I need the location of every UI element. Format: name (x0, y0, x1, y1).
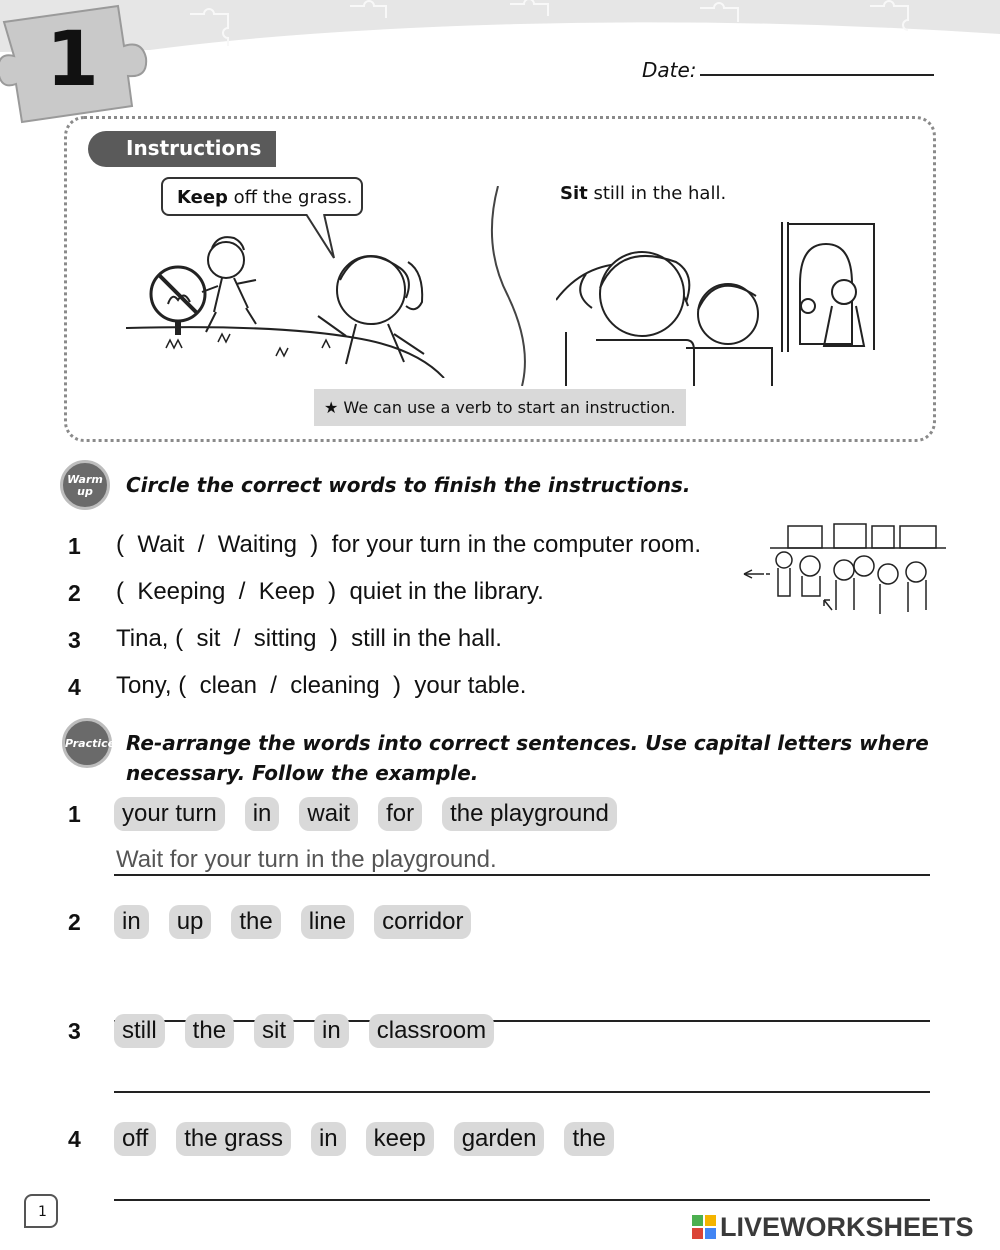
word-chip[interactable]: garden (454, 1122, 545, 1156)
header-band (0, 0, 1000, 60)
practice-item-1-answer-line (114, 874, 930, 876)
word-chip[interactable]: the grass (176, 1122, 291, 1156)
panel-divider (488, 186, 538, 386)
page-number-box (24, 1194, 58, 1228)
liveworksheets-logo (692, 1212, 992, 1244)
word-chip[interactable]: line (301, 905, 354, 939)
warm-up-item-1-number: 1 (68, 533, 81, 559)
warm-up-item-1-text[interactable]: ( Wait / Waiting ) for your turn in the computer room. (116, 531, 702, 558)
practice-badge-label: Practice (65, 737, 116, 750)
word-chip[interactable]: wait (299, 797, 358, 831)
example2-rest: still in the hall. (587, 183, 727, 204)
date-label: Date: (642, 58, 697, 82)
word-chip[interactable]: your turn (114, 797, 225, 831)
page-number: 1 (38, 1204, 47, 1220)
example1-verb: Keep (177, 187, 228, 208)
word-chip[interactable]: still (114, 1014, 165, 1048)
word-chip[interactable]: the (185, 1014, 234, 1048)
warm-up-item-4-text[interactable]: Tony, ( clean / cleaning ) your table. (116, 672, 527, 699)
practice-item-1-number: 1 (68, 801, 81, 827)
speech-bubble-keep (161, 177, 363, 216)
example1-rest: off the grass. (227, 187, 353, 208)
practice-instruction-line-1: Re-arrange the words into correct sentences. Use capital letters where (126, 731, 929, 755)
practice-item-1-words (114, 797, 617, 831)
practice-item-4-number: 4 (68, 1126, 81, 1152)
word-chip[interactable]: up (169, 905, 212, 939)
word-chip[interactable]: keep (366, 1122, 434, 1156)
practice-item-2-words (114, 905, 471, 939)
practice-item-4-words (114, 1122, 614, 1156)
no-walking-sign-icon (151, 267, 205, 335)
word-chip[interactable]: in (114, 905, 149, 939)
keep-off-grass-illustration (126, 218, 446, 378)
warm-up-item-2-text[interactable]: ( Keeping / Keep ) quiet in the library. (116, 578, 544, 605)
practice-instruction-line-2: necessary. Follow the example. (126, 761, 479, 785)
warm-up-badge-line2: up (77, 485, 93, 498)
practice-item-3-number: 3 (68, 1018, 81, 1044)
practice-item-2-number: 2 (68, 909, 81, 935)
instructions-tab-label: Instructions (126, 136, 262, 160)
warm-up-badge (60, 460, 110, 510)
warm-up-instruction: Circle the correct words to finish the instructions. (126, 473, 691, 497)
practice-item-1-example-answer: Wait for your turn in the playground. (116, 846, 497, 873)
warm-up-badge-line1: Warm (67, 473, 103, 486)
word-chip[interactable]: sit (254, 1014, 294, 1048)
unit-number: 1 (46, 14, 99, 103)
word-chip[interactable]: in (245, 797, 280, 831)
instructions-tab (88, 131, 276, 167)
example2-verb: Sit (560, 183, 588, 204)
word-chip[interactable]: off (114, 1122, 156, 1156)
practice-item-3-answer-input[interactable] (114, 1091, 930, 1093)
word-chip[interactable]: the playground (442, 797, 617, 831)
practice-badge (62, 718, 116, 768)
boy-running (202, 237, 256, 332)
word-chip[interactable]: corridor (374, 905, 471, 939)
sit-caption (560, 183, 726, 204)
date-line (700, 74, 934, 76)
practice-item-3-words (114, 1014, 494, 1048)
warm-up-item-2-number: 2 (68, 580, 81, 606)
word-chip[interactable]: the (231, 905, 280, 939)
girl-waving (318, 256, 424, 364)
word-chip[interactable]: for (378, 797, 422, 831)
word-chip[interactable]: in (311, 1122, 346, 1156)
liveworksheets-icon (692, 1215, 716, 1239)
grammar-note: ★ We can use a verb to start an instruction. (314, 389, 686, 426)
warm-up-item-3-number: 3 (68, 627, 81, 653)
practice-item-4-answer-input[interactable] (114, 1199, 930, 1201)
word-chip[interactable]: in (314, 1014, 349, 1048)
date-field[interactable] (642, 56, 934, 82)
sit-in-hall-illustration (556, 214, 882, 386)
warm-up-item-4-number: 4 (68, 674, 81, 700)
warm-up-item-3-text[interactable]: Tina, ( sit / sitting ) still in the hall. (116, 625, 502, 652)
liveworksheets-wordmark: LIVEWORKSHEETS (720, 1212, 974, 1242)
computer-room-illustration (740, 520, 950, 632)
word-chip[interactable]: classroom (369, 1014, 494, 1048)
word-chip[interactable]: the (564, 1122, 613, 1156)
